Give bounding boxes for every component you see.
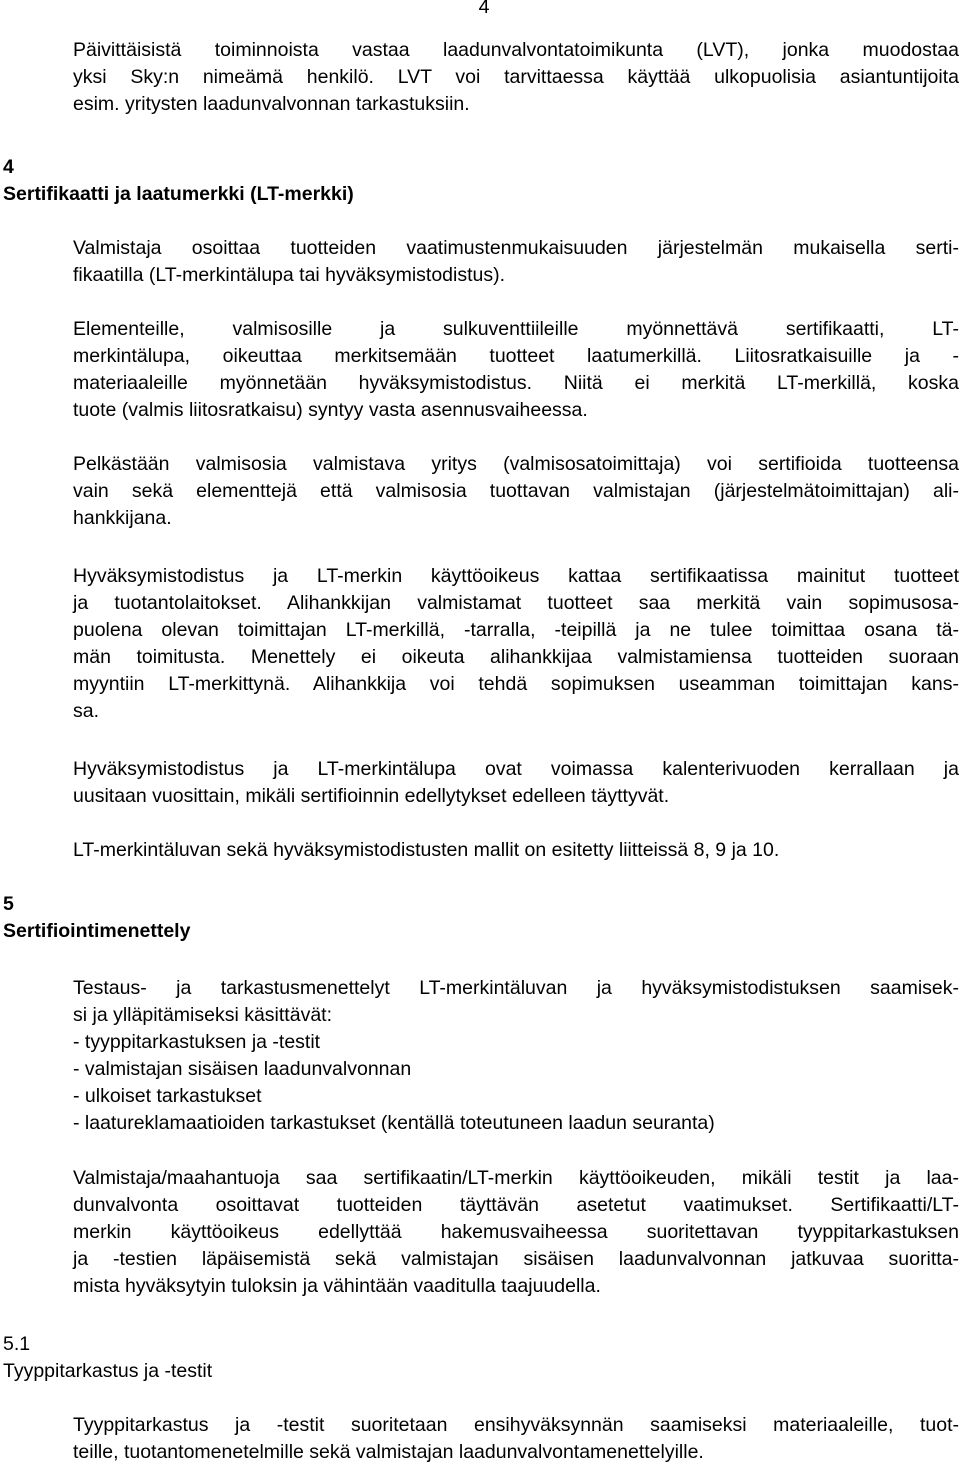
paragraph-line: LT-merkintäluvan sekä hyväksymistodistusten mallit on esitetty liitteissä 8, 9 ja 10. [73, 839, 780, 861]
section-4-paragraph-2 [73, 316, 959, 424]
intro-paragraph [73, 37, 959, 118]
intro-line: esim. yritysten laadunvalvonnan tarkastuksiin. [73, 92, 470, 115]
section-4-paragraph-6 [73, 837, 959, 864]
section-title: Sertifiointimenettely [3, 919, 191, 942]
paragraph-line: tuote (valmis liitosratkaisu) syntyy vasta asennusvaiheessa. [73, 398, 588, 421]
paragraph-line: ja tuotantolaitokset. Alihankkijan valmistamat tuotteet saa merkitä vain sopimusosa- [73, 591, 959, 614]
paragraph-line: Elementeille, valmisosille ja sulkuventtiileille myönnettävä sertifikaatti, LT- [73, 318, 959, 340]
section-4-paragraph-3 [73, 451, 959, 532]
paragraph-line: vain sekä elementtejä että valmisosia tuottavan valmistajan (järjestelmätoimittajan) ali- [73, 479, 959, 502]
paragraph-line: uusitaan vuosittain, mikäli sertifioinnin edellytykset edelleen täyttyvät. [73, 784, 670, 807]
section-4-paragraph-4 [73, 563, 959, 724]
paragraph-line: män toimitusta. Menettely ei oikeuta alihankkijaa valmistamiensa tuotteiden suoraan [73, 645, 959, 668]
section-number: 5 [3, 893, 14, 915]
paragraph-line: mista hyväksytyin tuloksin ja vähintään vaaditulla taajuudella. [73, 1274, 601, 1297]
intro-line: Päivittäisistä toiminnoista vastaa laadunvalvontatoimikunta (LVT), jonka muodostaa [73, 39, 959, 61]
section-number: 4 [3, 156, 14, 178]
section-5-paragraph-1 [73, 975, 959, 1136]
section-5-1-heading [3, 1331, 603, 1385]
paragraph-line: materiaaleille myönnetään hyväksymistodistus. Niitä ei merkitä LT-merkillä, koska [73, 371, 959, 394]
paragraph-line: Hyväksymistodistus ja LT-merkintälupa ovat voimassa kalenterivuoden kerrallaan ja [73, 758, 959, 780]
paragraph-line: si ja ylläpitämiseksi käsittävät: [73, 1003, 333, 1026]
list-item: - laatureklamaatioiden tarkastukset (kentällä toteutuneen laadun seuranta) [73, 1111, 715, 1134]
section-4-paragraph-1 [73, 235, 959, 289]
section-4-heading [3, 154, 603, 208]
paragraph-line: sa. [73, 699, 100, 722]
list-item: - valmistajan sisäisen laadunvalvonnan [73, 1057, 412, 1080]
paragraph-line: Hyväksymistodistus ja LT-merkin käyttöoikeus kattaa sertifikaatissa mainitut tuotteet [73, 565, 959, 587]
paragraph-line: ja -testien läpäisemistä sekä valmistajan sisäisen laadunvalvonnan jatkuvaa suoritta- [73, 1247, 959, 1270]
paragraph-line: puolena olevan toimittajan LT-merkillä, -tarralla, -teipillä ja ne tulee toimittaa osana tä- [73, 618, 959, 641]
section-4-paragraph-5 [73, 756, 959, 810]
paragraph-line: myyntiin LT-merkittynä. Alihankkija voi tehdä sopimuksen useamman toimittajan kans- [73, 672, 959, 695]
intro-line: yksi Sky:n nimeämä henkilö. LVT voi tarvittaessa käyttää ulkopuolisia asiantuntijoita [73, 65, 959, 88]
paragraph-line: Valmistaja/maahantuoja saa sertifikaatin/LT-merkin käyttöoikeuden, mikäli testit ja laa- [73, 1167, 959, 1189]
paragraph-line: hankkijana. [73, 506, 172, 529]
section-5-paragraph-2 [73, 1165, 959, 1300]
paragraph-line: Pelkästään valmisosia valmistava yritys (valmisosatoimittaja) voi sertifioida tuotteensa [73, 453, 959, 475]
section-title: Sertifikaatti ja laatumerkki (LT-merkki) [3, 182, 354, 205]
paragraph-line: Tyyppitarkastus ja -testit suoritetaan ensihyväksynnän saamiseksi materiaaleille, tuot- [73, 1414, 959, 1436]
section-title: Tyyppitarkastus ja -testit [3, 1359, 213, 1382]
page-number: 4 [478, 0, 490, 18]
paragraph-line: teille, tuotantomenetelmille sekä valmistajan laadunvalvontamenettelyille. [73, 1440, 704, 1463]
list-item: - tyyppitarkastuksen ja -testit [73, 1030, 321, 1053]
paragraph-line: dunvalvonta osoittavat tuotteiden täyttävän asetetut vaatimukset. Sertifikaatti/LT- [73, 1193, 959, 1216]
section-5-1-paragraph [73, 1412, 959, 1466]
section-number: 5.1 [3, 1333, 31, 1355]
list-item: - ulkoiset tarkastukset [73, 1084, 262, 1107]
paragraph-line: merkin käyttöoikeus edellyttää hakemusvaiheessa suoritettavan tyyppitarkastuksen [73, 1220, 959, 1243]
paragraph-line: fikaatilla (LT-merkintälupa tai hyväksymistodistus). [73, 263, 506, 286]
paragraph-line: merkintälupa, oikeuttaa merkitsemään tuotteet laatumerkillä. Liitosratkaisuille ja - [73, 344, 959, 367]
paragraph-line: Testaus- ja tarkastusmenettelyt LT-merkintäluvan ja hyväksymistodistuksen saamisek- [73, 977, 959, 999]
section-5-heading [3, 891, 603, 945]
paragraph-line: Valmistaja osoittaa tuotteiden vaatimustenmukaisuuden järjestelmän mukaisella serti- [73, 237, 959, 259]
